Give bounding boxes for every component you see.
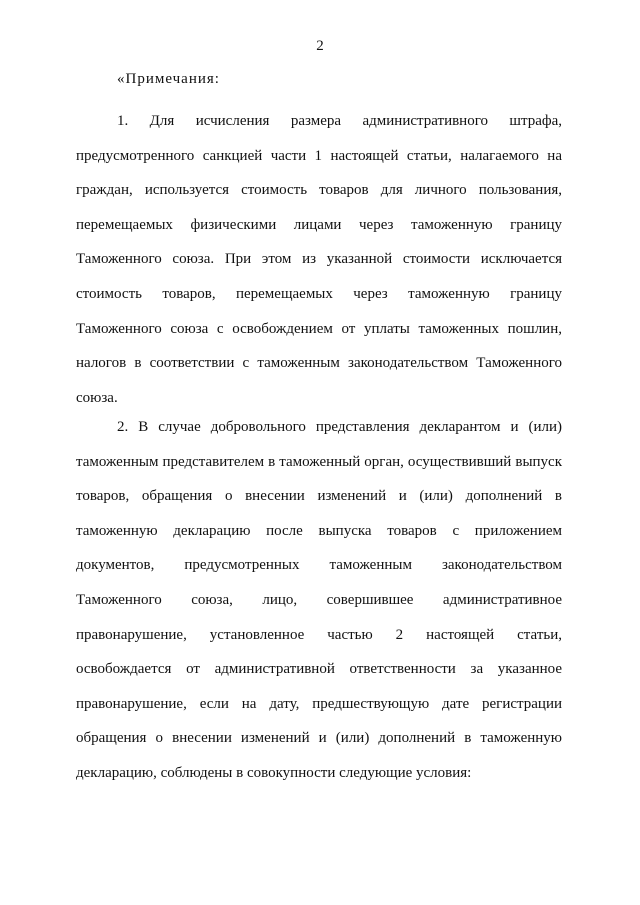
note-paragraph-1: 1. Для исчисления размера административного штрафа, предусмотренного санкцией части 1 настоящей статьи, налагаемого на граждан, используется стоимость товаров для личного пользования, перемещаемых физическими лицами через таможенную границу Таможенного союза. При этом из указанной стоимости исключается стоимость товаров, перемещаемых через таможенную границу Таможенного союза с освобождением от уплаты таможенных пошлин, налогов в соответствии с таможенным законодательством Таможенного союза. [76, 113, 562, 406]
note-paragraph-2: 2. В случае добровольного представления декларантом и (или) таможенным представителем в таможенный орган, осуществивший выпуск товаров, обращения о внесении изменений и (или) дополнений в таможенную декларацию после выпуска товаров с приложением документов, предусмотренных таможенным законодательством Таможенного союза, лицо, совершившее административное правонарушение, установленное частью 2 настоящей статьи, освобождается от административной ответственности за указанное правонарушение, если на дату, предшествующую дате регистрации обращения о внесении изменений и (или) дополнений в таможенную декларацию, соблюдены в совокупности следующие условия: [76, 419, 562, 781]
page-number: 2 [316, 38, 324, 54]
notes-heading: «Примечания: [117, 71, 220, 87]
